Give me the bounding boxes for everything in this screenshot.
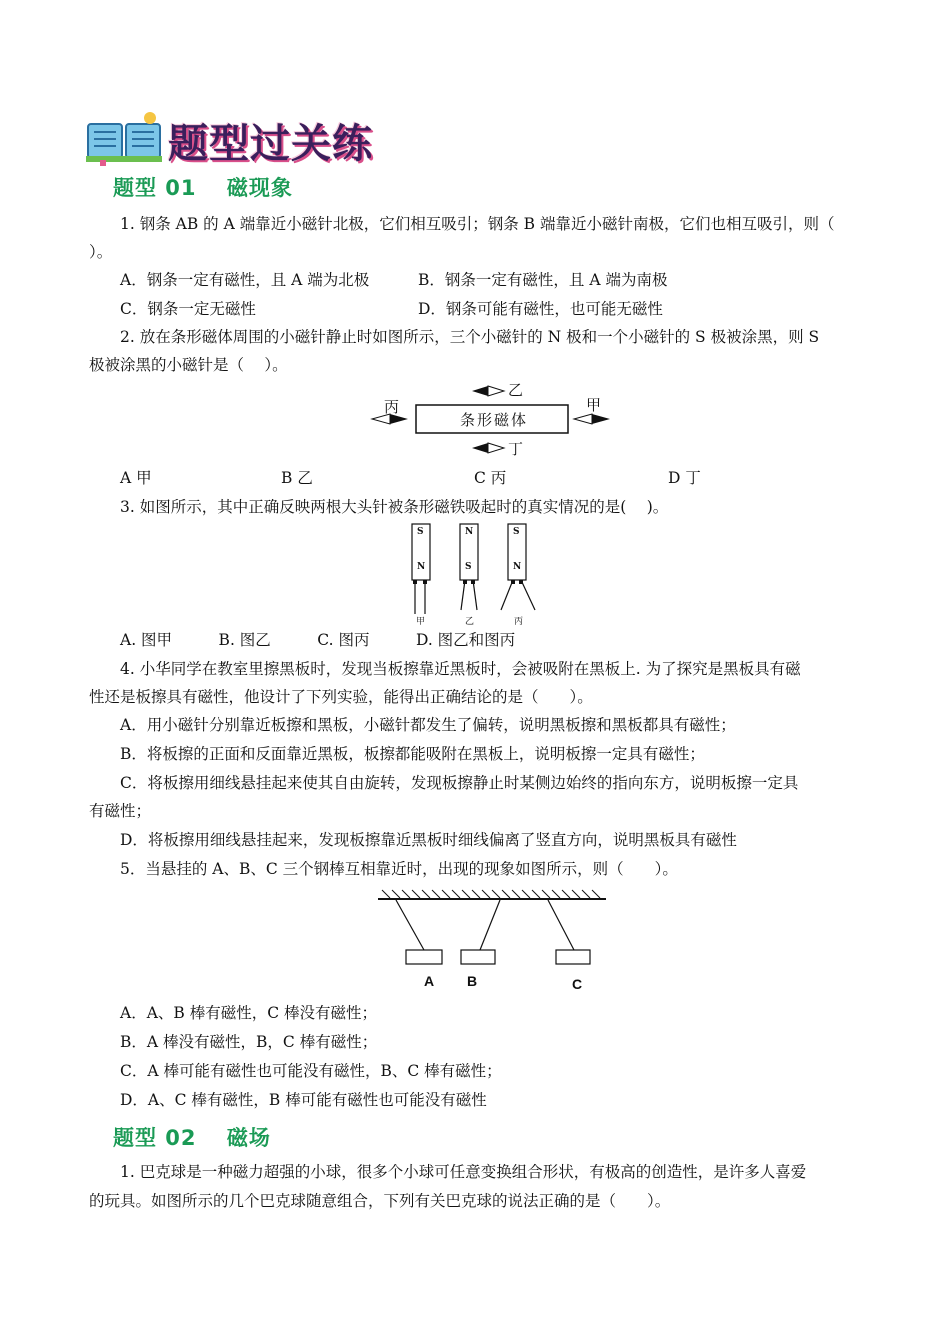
compass-needle-jia	[574, 414, 610, 424]
pole-n-yi: N	[465, 527, 474, 537]
rod-label-a: A	[424, 973, 435, 989]
s2-q1-stem-line1: 1. 巴克球是一种磁力超强的小球，很多个小球可任意变换组合形状，有极高的创造性，是许多人喜爱	[120, 1163, 807, 1181]
label-ding: 丁	[508, 440, 524, 458]
q4-option-b: B．将板擦的正面和反面靠近黑板，板擦都能吸附在黑板上，说明板擦一定具有磁性；	[120, 745, 705, 763]
q3-stem: 3. 如图所示，其中正确反映两根大头针被条形磁铁吸起时的真实情况的是( )。	[120, 498, 669, 516]
pole-s-jia: S	[417, 527, 424, 537]
q1-option-d: D．钢条可能有磁性，也可能无磁性	[418, 300, 663, 318]
q4-stem-line1: 4. 小华同学在教室里擦黑板时，发现当板擦靠近黑板时，会被吸附在黑板上. 为了探究是黑板具有磁	[120, 660, 801, 678]
q2-option-c: C 丙	[474, 469, 507, 487]
q5-option-b: B．A 棒没有磁性，B，C 棒有磁性；	[120, 1033, 378, 1051]
fig-label-jia: 甲	[416, 617, 426, 627]
q2-option-d: D 丁	[668, 469, 701, 487]
rod-label-b: B	[467, 973, 478, 989]
q4-option-d: D．将板擦用细线悬挂起来，发现板擦靠近黑板时细线偏离了竖直方向，说明黑板具有磁性	[120, 831, 737, 849]
q1-stem-line1: 1. 钢条 AB 的 A 端靠近小磁针北极，它们相互吸引；钢条 B 端靠近小磁针南极，它们也相互吸引，则（	[120, 215, 835, 233]
pole-n-bing: N	[513, 562, 522, 572]
compass-needle-yi	[472, 386, 504, 396]
open-book-icon	[86, 110, 164, 166]
q1-option-c: C．钢条一定无磁性	[120, 300, 256, 318]
q1-stem-line2: ）。	[89, 243, 113, 261]
q4-option-c-line2: 有磁性；	[89, 802, 152, 820]
pole-n-jia: N	[417, 562, 426, 572]
q1-option-a: A．钢条一定有磁性，且 A 端为北极	[120, 271, 370, 289]
q5-option-c: C．A 棒可能有磁性也可能没有磁性，B、C 棒有磁性；	[120, 1062, 502, 1080]
q4-option-c-line1: C．将板擦用细线悬挂起来使其自由旋转，发现板擦静止时某侧边始终的指向东方，说明板擦一定具	[120, 774, 799, 792]
fig-label-bing: 丙	[514, 617, 524, 627]
pins-figure	[398, 522, 548, 627]
q3-options: A. 图甲 B. 图乙 C. 图丙 D. 图乙和图丙	[120, 631, 516, 649]
section-heading-2: 题型 02 磁场	[113, 1126, 271, 1150]
q2-stem-line2: 极被涂黑的小磁针是（ ）。	[89, 356, 288, 374]
pole-s-bing: S	[513, 527, 520, 537]
q5-option-d: D．A、C 棒有磁性，B 棒可能有磁性也可能没有磁性	[120, 1091, 487, 1109]
bar-magnet-figure	[368, 378, 618, 460]
section-heading-1: 题型 01 磁现象	[113, 176, 293, 200]
magnet-label: 条形磁体	[460, 411, 529, 429]
q5-option-a: A．A、B 棒有磁性，C 棒没有磁性；	[120, 1004, 377, 1022]
hanging-rods-figure	[378, 888, 606, 994]
q2-option-a: A 甲	[120, 469, 152, 487]
label-bing: 丙	[384, 398, 400, 416]
q5-stem: 5．当悬挂的 A、B、C 三个钢棒互相靠近时，出现的现象如图所示，则（ ）。	[120, 860, 678, 878]
compass-needle-ding	[472, 443, 504, 453]
q2-option-b: B 乙	[281, 469, 313, 487]
q2-stem-line1: 2. 放在条形磁体周围的小磁针静止时如图所示，三个小磁针的 N 极和一个小磁针的 S 极被涂黑，则 S	[120, 328, 820, 346]
rod-label-c: C	[572, 976, 583, 992]
fig-label-yi: 乙	[465, 617, 475, 627]
s2-q1-stem-line2: 的玩具。如图所示的几个巴克球随意组合，下列有关巴克球的说法正确的是（ ）。	[89, 1192, 671, 1210]
label-yi: 乙	[508, 381, 524, 399]
banner-title: 题型过关练	[168, 121, 373, 167]
label-jia: 甲	[586, 396, 602, 414]
q4-option-a: A．用小磁针分别靠近板擦和黑板，小磁针都发生了偏转，说明黑板擦和黑板都具有磁性；	[120, 716, 736, 734]
q4-stem-line2: 性还是板擦具有磁性，他设计了下列实验，能得出正确结论的是（ ）。	[89, 688, 593, 706]
q1-option-b: B．钢条一定有磁性，且 A 端为南极	[418, 271, 668, 289]
pole-s-yi: S	[465, 562, 472, 572]
